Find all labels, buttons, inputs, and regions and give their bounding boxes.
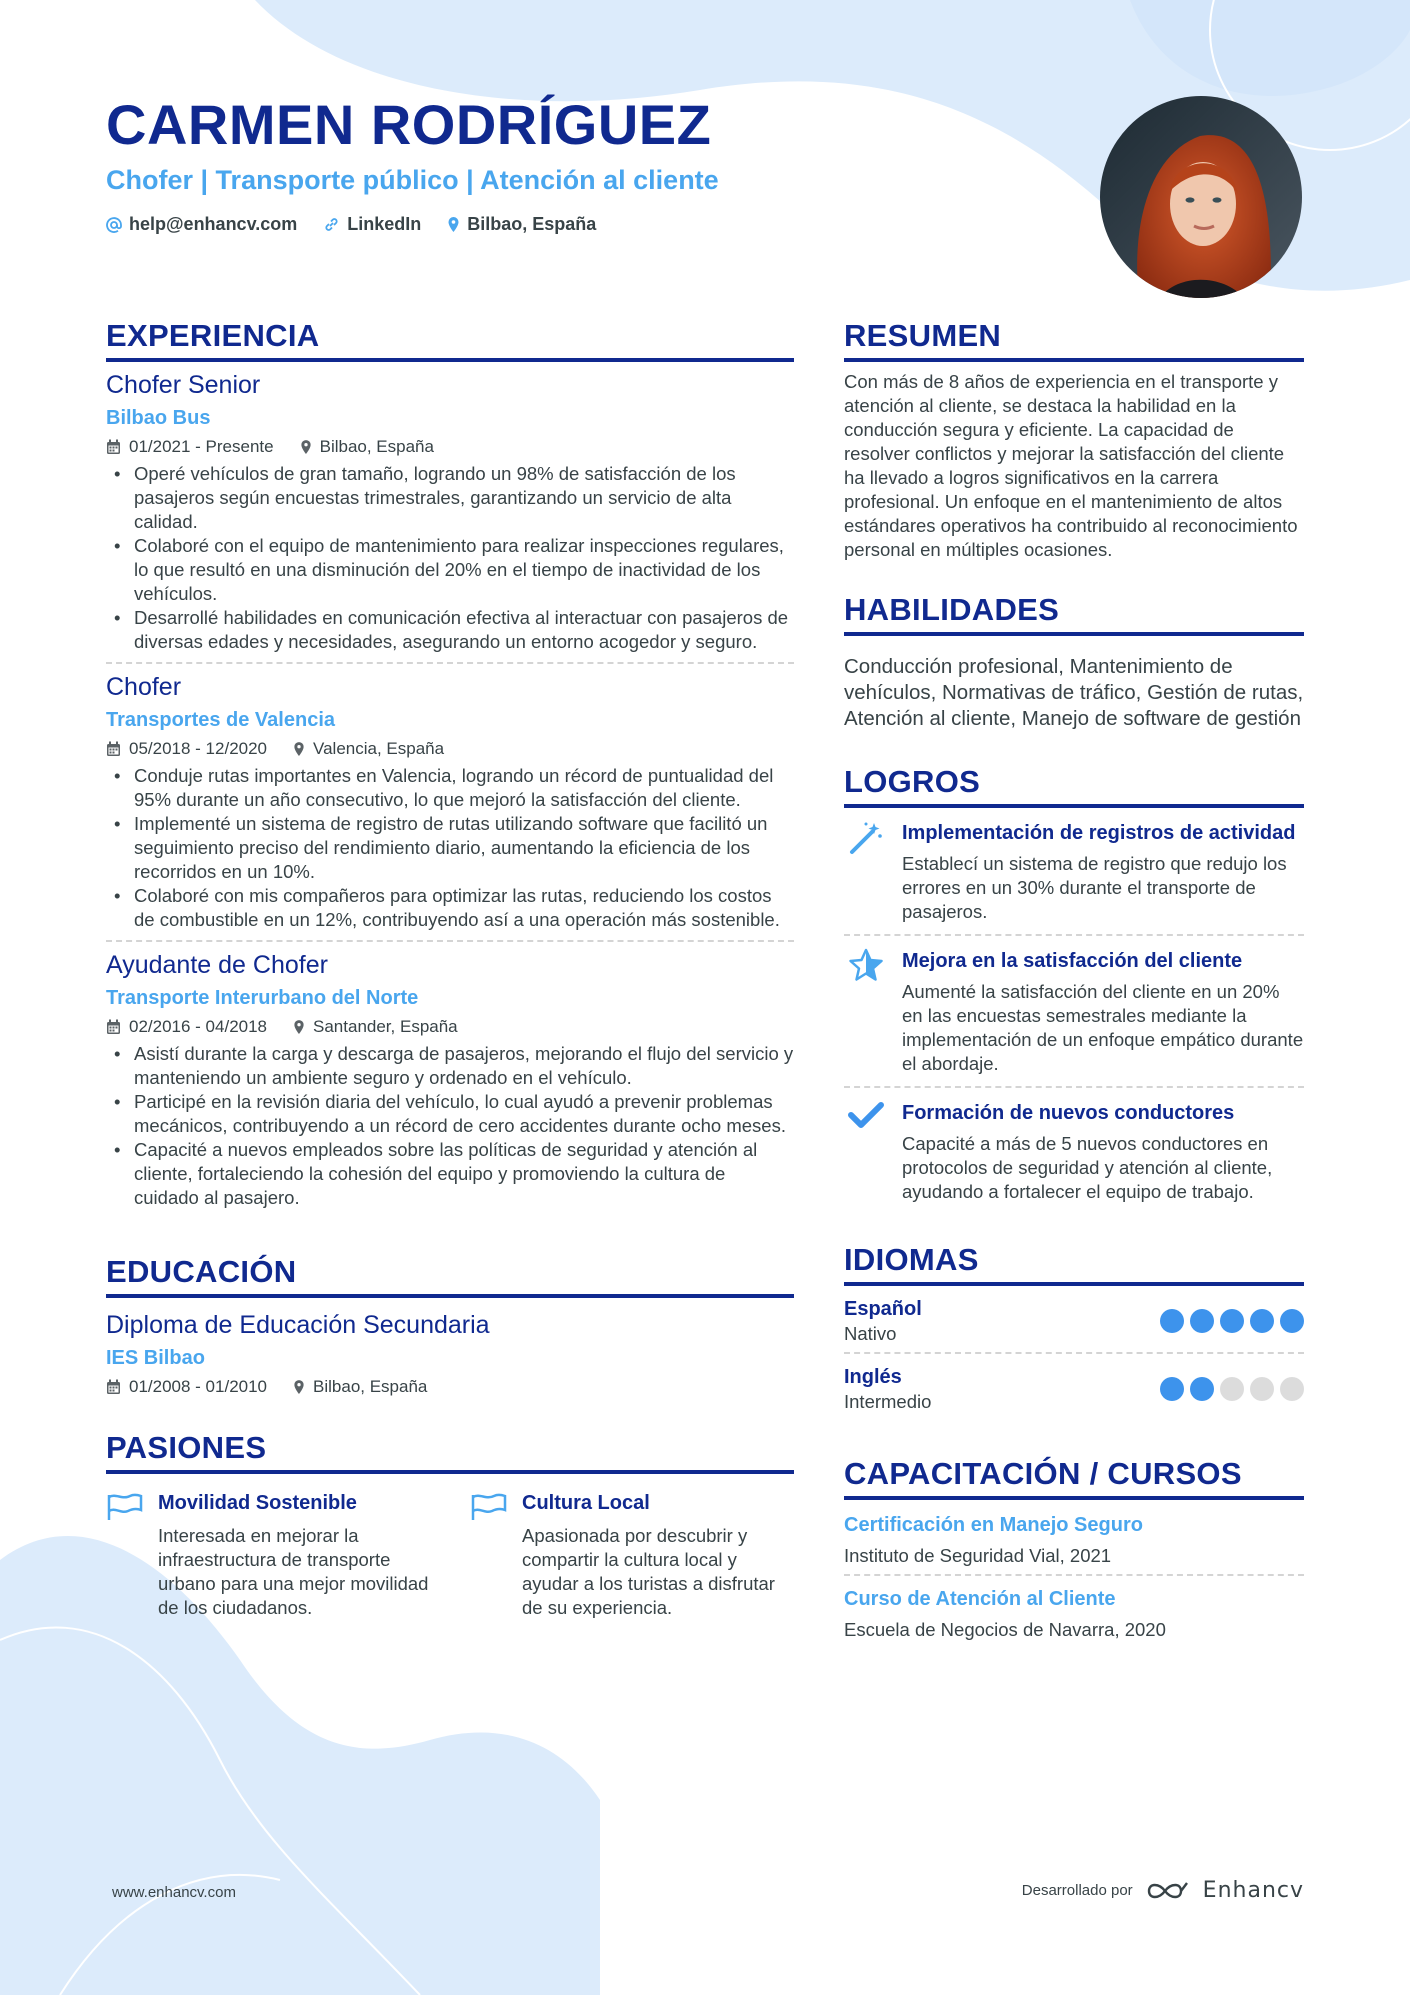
rating-dot-filled [1160, 1309, 1184, 1333]
rating-dot-empty [1220, 1377, 1244, 1401]
rating-dot-empty [1250, 1377, 1274, 1401]
rating-dot-filled [1250, 1309, 1274, 1333]
job-company: Transportes de Valencia [106, 709, 335, 731]
passion-item [470, 1490, 794, 1620]
job-bullets [106, 462, 794, 654]
passions-grid [106, 1490, 794, 1620]
education-entry [106, 1298, 794, 1406]
job-bullet: • Conduje rutas importantes en Valencia, logrando un récord de puntualidad del 95% durante un año consecutivo, lo que mejoró la satisfacción del cliente. [106, 764, 794, 812]
location-pin-icon [447, 216, 460, 233]
link-icon [323, 216, 340, 233]
job-entry [106, 940, 794, 1218]
summary-text: Con más de 8 años de experiencia en el transporte y atención al cliente, se destaca la habilidad en la conducción segura y eficiente. La capacidad de resolver conflictos y mejorar la satisfacción del cliente ha llevado a logros significativos en la carrera profesional. Un enfoque en el mantenimiento de altos estándares operativos ha contribuido al reconocimiento personal en múltiples ocasiones. [844, 371, 1298, 560]
passions-section [106, 1428, 794, 1620]
language-rating [1160, 1309, 1304, 1333]
calendar-icon [106, 439, 121, 455]
location-pin-icon [300, 439, 312, 455]
job-bullet: • Implementé un sistema de registro de rutas utilizando software que facilitó un seguimiento preciso del rendimiento diario, aumentando la eficiencia de los recorridos en un 10%. [106, 812, 794, 884]
profile-photo [1100, 96, 1302, 298]
job-dates-text: 01/2021 - Presente [129, 437, 274, 456]
calendar-icon [106, 741, 121, 757]
passion-name: Movilidad Sostenible [158, 1492, 357, 1514]
at-icon [106, 217, 122, 233]
passion-desc: Interesada en mejorar la infraestructura de transporte urbano para una mejor movilidad de los ciudadanos. [158, 1525, 429, 1618]
language-name: Español [844, 1298, 922, 1320]
resume-header [106, 92, 1006, 235]
job-location [293, 1016, 458, 1038]
job-role: Chofer Senior [106, 371, 261, 399]
powered-by-label: Desarrollado por [1021, 1882, 1133, 1899]
course-institution: Escuela de Negocios de Navarra, 2020 [844, 1619, 1166, 1640]
job-dates [106, 1016, 267, 1038]
job-company: Bilbao Bus [106, 407, 211, 429]
passion-name: Cultura Local [522, 1492, 650, 1514]
job-dates [106, 738, 267, 760]
job-role: Ayudante de Chofer [106, 951, 328, 979]
flag-icon [470, 1490, 510, 1620]
achievement-item [844, 1086, 1304, 1214]
footer-branding [1022, 1878, 1304, 1903]
passions-heading: PASIONES [106, 1428, 794, 1474]
flag-icon [106, 1490, 146, 1620]
rating-dot-filled [1160, 1377, 1184, 1401]
contact-location-text: Bilbao, España [467, 214, 597, 234]
job-entry [106, 362, 794, 662]
calendar-icon [106, 1379, 121, 1395]
language-name: Inglés [844, 1366, 902, 1388]
experience-heading: EXPERIENCIA [106, 316, 794, 362]
job-meta [106, 1016, 794, 1038]
job-bullet: • Asistí durante la carga y descarga de pasajeros, mejorando el flujo del servicio y manteniendo un ambiente seguro y ordenado en el vehículo. [106, 1042, 794, 1090]
language-item [844, 1352, 1304, 1420]
checkmark-icon [844, 1100, 888, 1204]
course-name: Curso de Atención al Cliente [844, 1588, 1116, 1610]
contact-linkedin[interactable] [323, 214, 421, 235]
education-dates-text: 01/2008 - 01/2010 [129, 1377, 268, 1396]
contact-location [447, 214, 596, 235]
passion-desc: Apasionada por descubrir y compartir la cultura local y ayudar a los turistas a disfrutar de su experiencia. [522, 1525, 775, 1618]
achievement-item [844, 934, 1304, 1086]
summary-section [844, 316, 1304, 562]
education-heading: EDUCACIÓN [106, 1252, 794, 1298]
job-meta [106, 436, 794, 458]
rating-dot-filled [1280, 1309, 1304, 1333]
candidate-name: CARMEN RODRÍGUEZ [106, 93, 712, 156]
right-column [844, 316, 1304, 1648]
contact-email[interactable] [106, 214, 297, 235]
job-location-text: Santander, España [313, 1017, 458, 1036]
courses-section [844, 1454, 1304, 1648]
footer-website[interactable]: www.enhancv.com [112, 1884, 236, 1901]
job-location-text: Valencia, España [313, 739, 445, 758]
location-pin-icon [293, 1379, 305, 1395]
job-bullet: • Desarrollé habilidades en comunicación efectiva al interactuar con pasajeros de diversas edades y necesidades, asegurando un entorno acogedor y seguro. [106, 606, 794, 654]
job-role: Chofer [106, 673, 182, 701]
education-school: IES Bilbao [106, 1347, 205, 1369]
rating-dot-filled [1190, 1309, 1214, 1333]
job-meta [106, 738, 794, 760]
calendar-icon [106, 1019, 121, 1035]
rating-dot-empty [1280, 1377, 1304, 1401]
achievements-heading: LOGROS [844, 762, 1304, 808]
language-rating [1160, 1377, 1304, 1401]
job-bullets [106, 1042, 794, 1210]
star-icon [844, 948, 888, 1076]
job-bullet: • Colaboré con mis compañeros para optimizar las rutas, reduciendo los costos de combustible en un 12%, contribuyendo así a una operación más sostenible. [106, 884, 794, 932]
achievement-desc: Aumenté la satisfacción del cliente en un 20% en las encuestas semestrales mediante la implementación de un enfoque empático durante el abordaje. [902, 981, 1304, 1074]
language-level: Nativo [844, 1323, 897, 1344]
achievement-desc: Establecí un sistema de registro que redujo los errores en un 30% durante el transporte de pasajeros. [902, 853, 1287, 922]
job-bullet: • Capacité a nuevos empleados sobre las políticas de seguridad y atención al cliente, fortaleciendo la cohesión del equipo y promoviendo la cultura de cuidado al pasajero. [106, 1138, 794, 1210]
job-bullets [106, 764, 794, 932]
languages-section [844, 1240, 1304, 1420]
course-item [844, 1574, 1304, 1648]
language-level: Intermedio [844, 1391, 932, 1412]
achievement-desc: Capacité a más de 5 nuevos conductores en protocolos de seguridad y atención al cliente, ayudando a fortalecer el equipo de trabajo. [902, 1133, 1273, 1202]
achievements-section [844, 762, 1304, 1214]
course-item [844, 1500, 1304, 1574]
job-location [300, 436, 434, 458]
location-pin-icon [293, 1019, 305, 1035]
skills-heading: HABILIDADES [844, 590, 1304, 636]
location-pin-icon [293, 741, 305, 757]
courses-heading: CAPACITACIÓN / CURSOS [844, 1454, 1304, 1500]
job-location-text: Bilbao, España [319, 437, 434, 456]
job-bullet: • Operé vehículos de gran tamaño, logrando un 98% de satisfacción de los pasajeros según encuestas trimestrales, garantizando un servicio de alta calidad. [106, 462, 794, 534]
contact-linkedin-text: LinkedIn [347, 214, 422, 234]
course-name: Certificación en Manejo Seguro [844, 1514, 1143, 1536]
job-dates [106, 436, 274, 458]
candidate-title: Chofer | Transporte público | Atención al cliente [106, 165, 719, 195]
job-company: Transporte Interurbano del Norte [106, 987, 419, 1009]
summary-heading: RESUMEN [844, 316, 1304, 362]
rating-dot-filled [1220, 1309, 1244, 1333]
enhancv-logo-icon [1145, 1879, 1191, 1903]
course-institution: Instituto de Seguridad Vial, 2021 [844, 1545, 1112, 1566]
education-degree: Diploma de Educación Secundaria [106, 1311, 490, 1339]
job-bullet: • Participé en la revisión diaria del vehículo, lo cual ayudó a prevenir problemas mecánicos, contribuyendo a un récord de cero accidentes durante ocho meses. [106, 1090, 794, 1138]
language-item [844, 1286, 1304, 1352]
rating-dot-filled [1190, 1377, 1214, 1401]
experience-section [106, 316, 794, 1218]
education-section [106, 1252, 794, 1406]
job-dates-text: 02/2016 - 04/2018 [129, 1017, 268, 1036]
achievement-title: Implementación de registros de actividad [902, 822, 1296, 844]
left-column [106, 316, 794, 1620]
education-location-text: Bilbao, España [313, 1377, 428, 1396]
languages-heading: IDIOMAS [844, 1240, 1304, 1286]
magic-wand-icon [844, 820, 888, 924]
skills-text: Conducción profesional, Mantenimiento de vehículos, Normativas de tráfico, Gestión de rutas, Atención al cliente, Manejo de software de gestión [844, 655, 1304, 730]
achievement-title: Formación de nuevos conductores [902, 1102, 1235, 1124]
contact-list [106, 214, 1006, 235]
education-meta [106, 1376, 794, 1398]
skills-section [844, 590, 1304, 732]
job-bullet: • Colaboré con el equipo de mantenimiento para realizar inspecciones regulares, lo que resultó en una disminución del 20% en el tiempo de inactividad de los vehículos. [106, 534, 794, 606]
achievement-item [844, 808, 1304, 934]
brand-name: Enhancv [1202, 1878, 1304, 1903]
passion-item [106, 1490, 430, 1620]
education-location [293, 1376, 427, 1398]
job-entry [106, 662, 794, 940]
education-dates [106, 1376, 267, 1398]
achievement-title: Mejora en la satisfacción del cliente [902, 950, 1243, 972]
job-dates-text: 05/2018 - 12/2020 [129, 739, 268, 758]
job-location [293, 738, 444, 760]
contact-email-text: help@enhancv.com [129, 214, 298, 234]
